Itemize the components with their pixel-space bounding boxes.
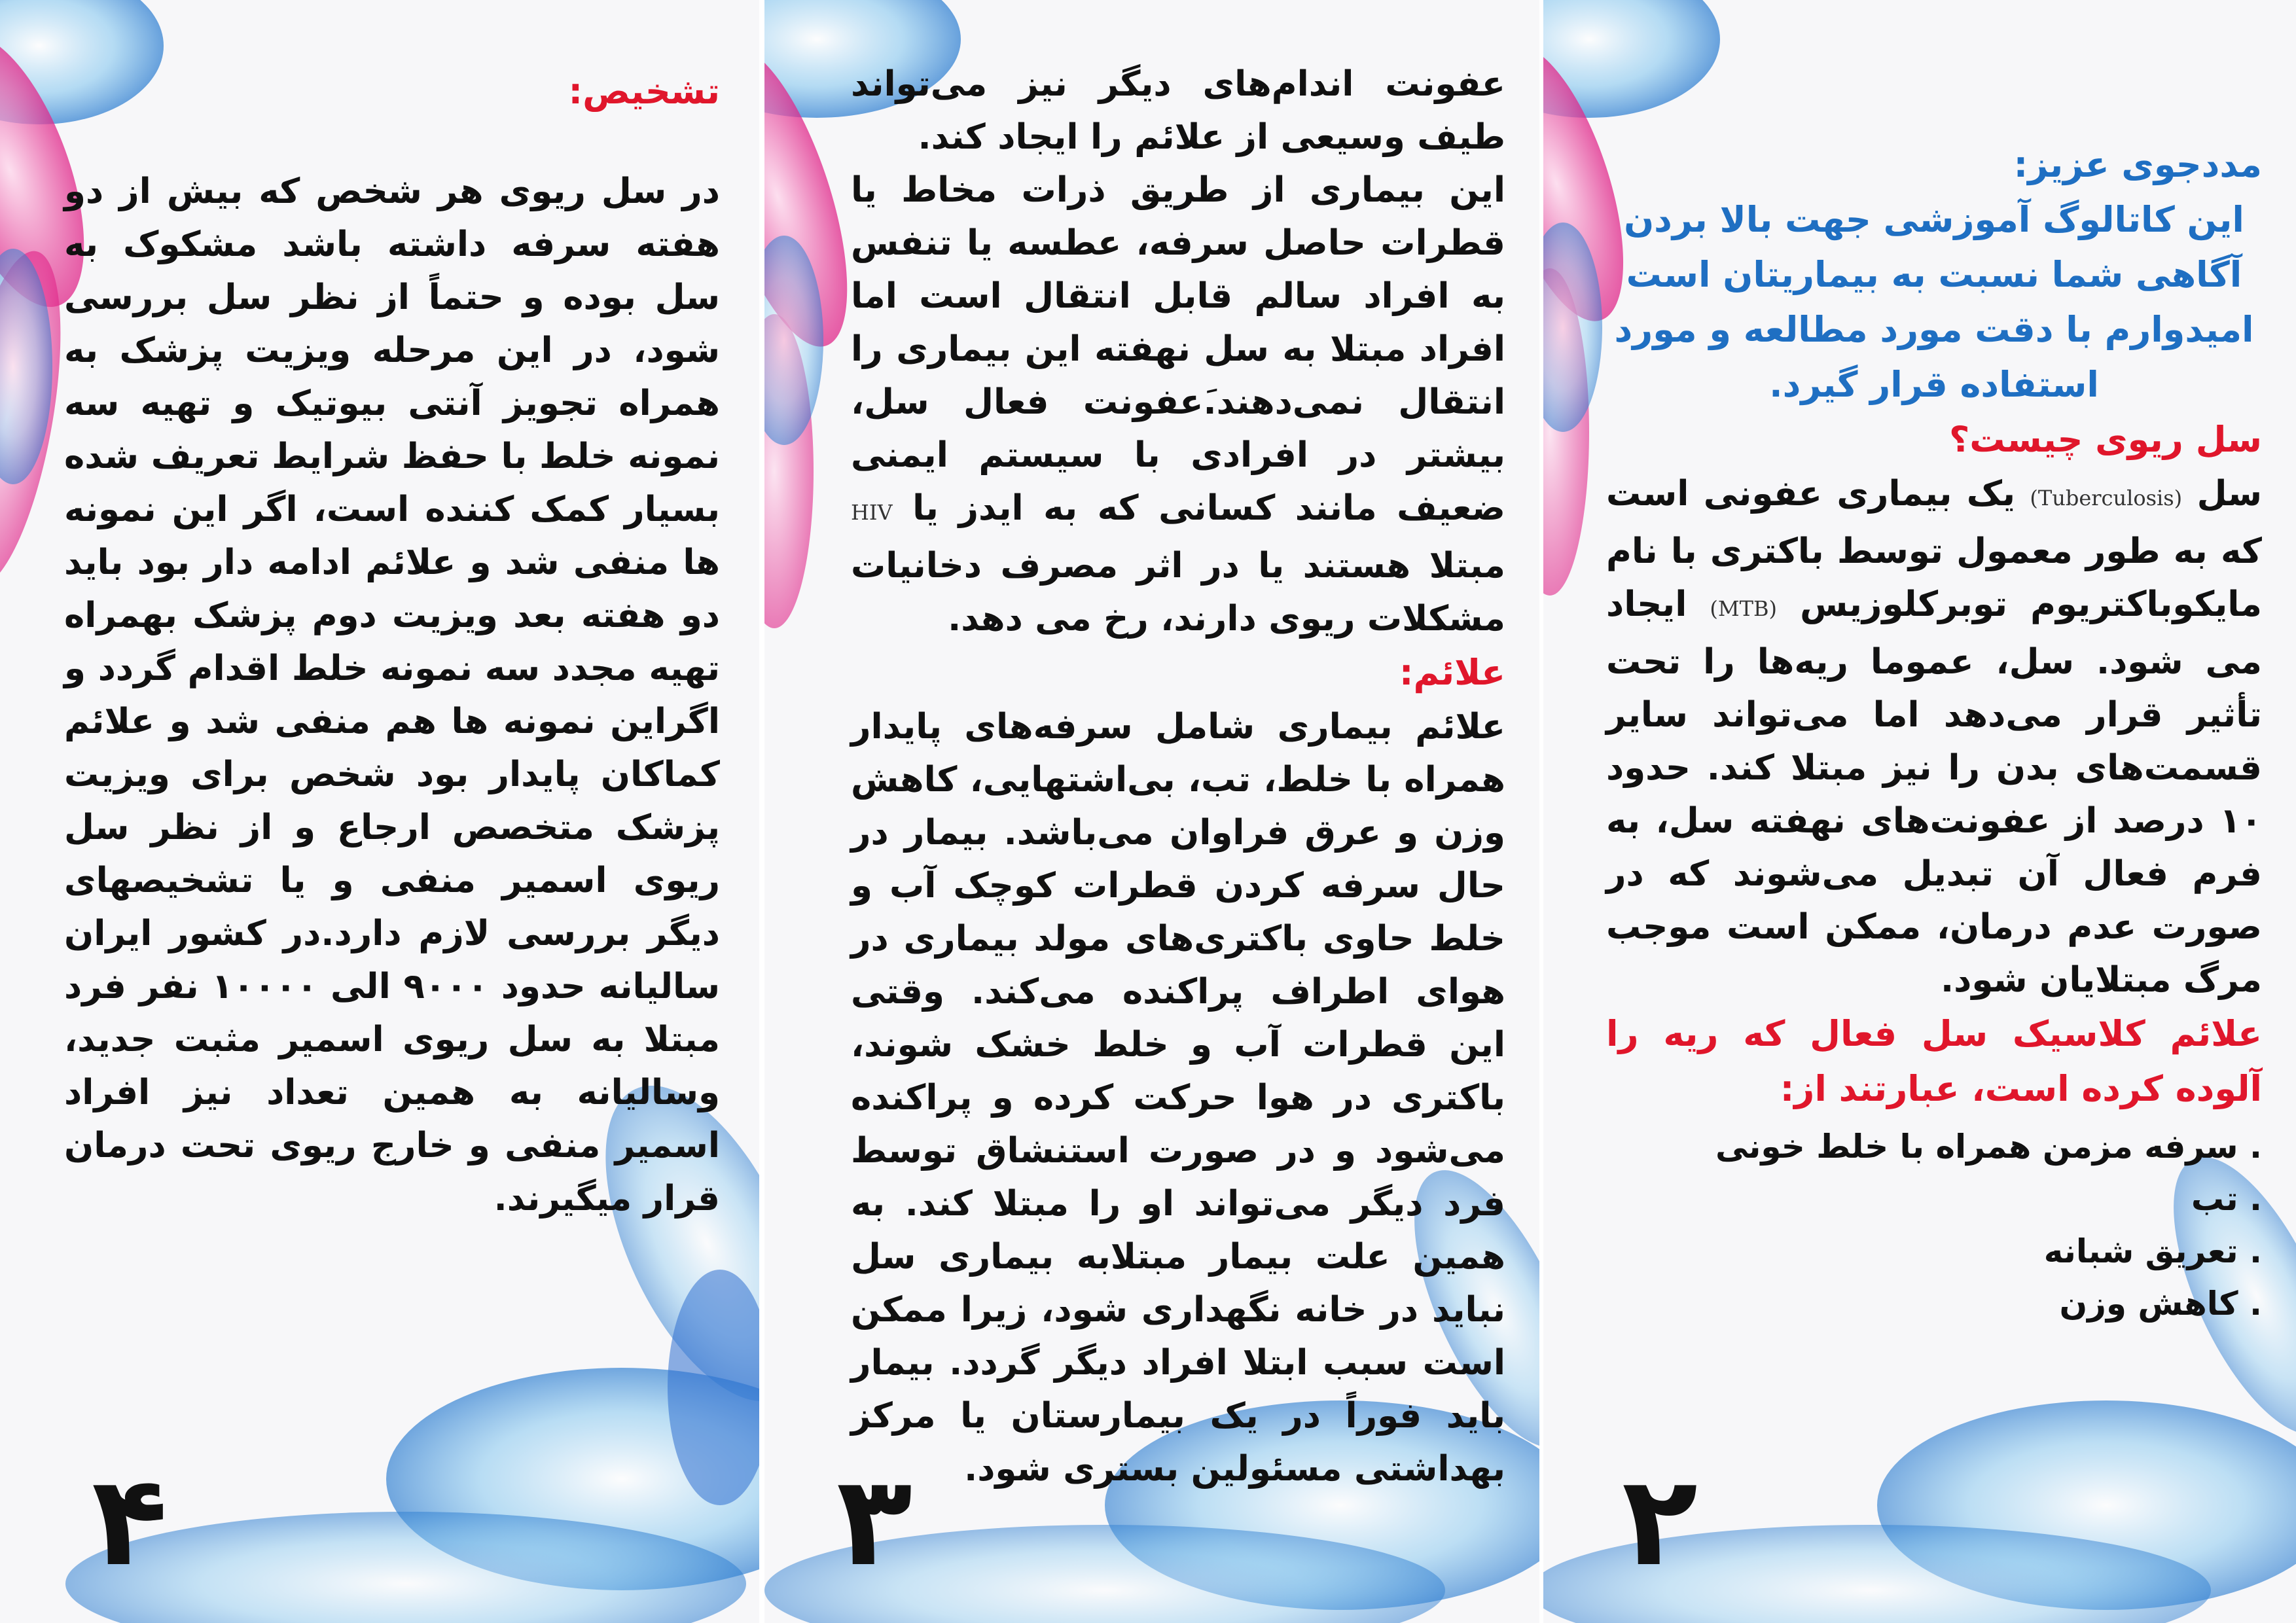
tuberculosis-label: (Tuberculosis) xyxy=(2030,486,2183,510)
transmission-text-b: مبتلا هستند یا در اثر مصرف دخانیات مشکلات ریوی دارند، رخ می دهد. xyxy=(851,546,1505,639)
symptoms-list xyxy=(1606,1120,2262,1330)
diagnosis-heading: تشخیص: xyxy=(568,71,720,112)
page-number-4: ۴ xyxy=(92,1449,168,1594)
definition-text-b: یک بیماری عفونی است که به طور معمول توسط باکتری با نام مایکوباکتریوم توبرکلوزیس xyxy=(1606,474,2262,624)
transmission-text-a: این بیماری از طریق ذرات مخاط یا قطرات حاصل سرفه، عطسه یا تنفس به افراد سالم قابل انتقال است اما افراد مبتلا به سل نهفته این بیماری را انتقال نمی‌دهند.َعفونت فعال سل، بیشتر در افرادی با سیستم ایمنی ضعیف مانند کسانی که به ایدز یا xyxy=(851,170,1506,528)
page-3-text xyxy=(851,58,1505,1495)
page-2-panel xyxy=(1543,0,2296,1623)
list-item: . سرفه مزمن همراه با خلط خونی xyxy=(1715,1128,2262,1166)
symptoms-heading: علائم: xyxy=(1399,652,1505,693)
page-2-text xyxy=(1606,137,2262,1330)
intro-paragraph: این کاتالوگ آموزشی جهت بالا بردن آگاهی شما نسبت به بیماریتان است امیدوارم با دقت مورد مطالعه و مورد استفاده قرار گیرد. xyxy=(1614,199,2254,405)
definition-text-a: سل xyxy=(2197,474,2262,514)
definition-paragraph xyxy=(1606,467,2262,1007)
diagnosis-paragraph: در سل ریوی هر شخص که بیش از دو هفته سرفه داشته باشد مشکوک به سل بوده و حتماً از نظر سل بررسی شود، در این مرحله ویزیت پزشک به همراه تجویز آنتی بیوتیک و تهیه سه نمونه خلط با حفظ شرایط تعریف شده بسیار کمک کننده است، اگر این نمونه ها منفی شد و علائم ادامه دار بود باید دو هفته بعد ویزیت دوم پزشک بهمراه تهیه مجدد سه نمونه خلط اقدام گردد و اگراین نمونه ها هم منفی شد و علائم کماکان پایدار بود شخص برای ویزیت پزشک متخصص ارجاع و از نظر سل ریوی اسمیر منفی و یا تشخیصهای دیگر بررسی لازم دارد.در کشور ایران سالیانه حدود ۹۰۰۰ الی ۱۰۰۰۰ نفر فرد مبتلا به سل ریوی اسمیر مثبت جدید، وسالیانه به همین تعداد نیز افراد اسمیر منفی و خارج ریوی تحت درمان قرار میگیرند. xyxy=(64,171,721,1219)
page-number-3: ۳ xyxy=(836,1449,912,1594)
page-number-2: ۲ xyxy=(1622,1449,1698,1594)
hiv-label: HIV xyxy=(851,500,893,525)
mtb-label: (MTB) xyxy=(1710,596,1778,621)
definition-text-c: ایجاد می شود. سل، عموما ریه‌ها را تحت تأثیر قرار می‌دهد اما می‌تواند سایر قسمت‌های بدن را نیز مبتلا کند. حدود ۱۰ درصد از عفونت‌های نهفته سل، به فرم فعال آن تبدیل می‌شوند که در صورت عدم درمان، ممکن است موجب مرگ مبتلایان شود. xyxy=(1606,584,2262,1000)
list-item: . کاهش وزن xyxy=(2059,1285,2262,1323)
symptoms-paragraph: علائم بیماری شامل سرفه‌های پایدار همراه با خلط، تب، بی‌اشتهایی، کاهش وزن و عرق فراوان می‌باشد. بیمار در حال سرفه کردن قطرات کوچک آب و خلط حاوی باکتری‌های مولد بیماری در هوای اطراف پراکنده می‌کند. وقتی این قطرات آب و خلط خشک شوند، باکتری در هوا حرکت کرده و پراکنده می‌شود و در صورت استنشاق توسط فرد دیگر می‌تواند او را مبتلا کند. به همین علت بیمار مبتلابه بیماری سل نباید در خانه نگهداری شود، زیرا ممکن است سبب ابتلا افراد دیگر گردد. بیمار باید فوراً در یک بیمارستان یا مرکز بهداشتی مسئولین بستری شود. xyxy=(851,707,1505,1489)
list-item: . تعریق شبانه xyxy=(2043,1232,2262,1270)
classic-symptoms-heading: علائم کلاسیک سل فعال که ریه را آلوده کرده است، عبارتند از: xyxy=(1606,1013,2262,1109)
greeting-heading: مددجوی عزیز: xyxy=(2013,144,2262,185)
what-is-tb-heading: سل ریوی چیست؟ xyxy=(1948,419,2262,460)
list-item: . تب xyxy=(2191,1180,2262,1218)
organs-paragraph: عفونت اندام‌های دیگر نیز می‌تواند طیف وسیعی از علائم را ایجاد کند. xyxy=(851,64,1505,157)
transmission-paragraph xyxy=(851,164,1505,645)
page-3-panel xyxy=(764,0,1543,1623)
page-4-text xyxy=(64,64,720,1225)
page-4-panel xyxy=(0,0,764,1623)
